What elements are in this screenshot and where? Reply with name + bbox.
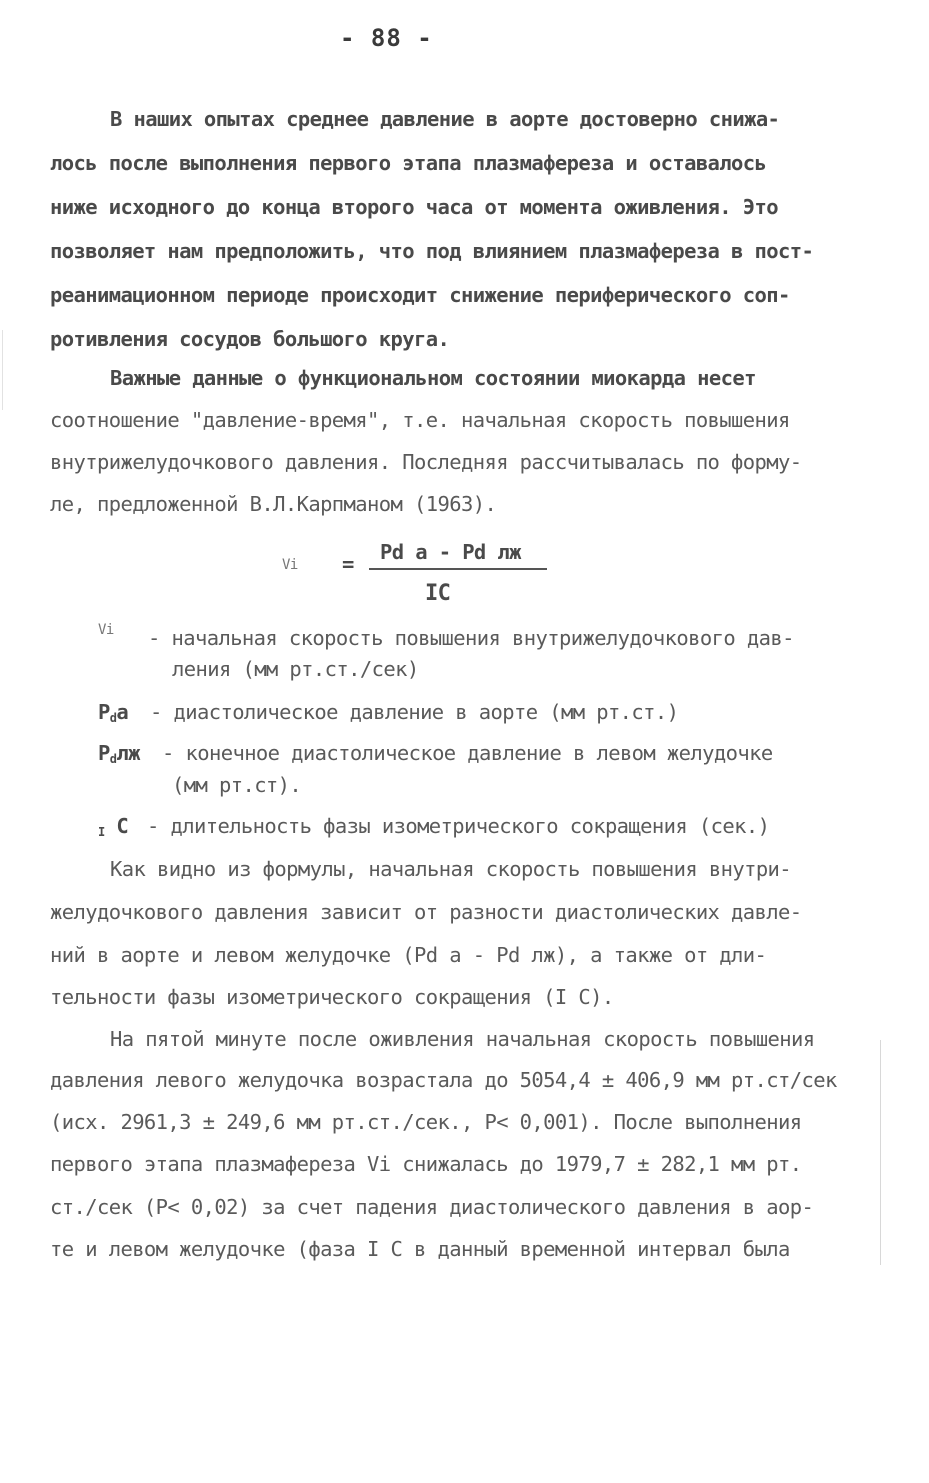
text-line: те и левом желудочке (фаза I C в данный временной интервал была xyxy=(50,1237,790,1261)
text-line: (исх. 2961,3 ± 249,6 мм рт.ст./сек., P< 0,001). После выполнения xyxy=(50,1110,802,1134)
page-number: - 88 - xyxy=(340,24,433,52)
text-line: ниже исходного до конца второго часа от момента оживления. Это xyxy=(50,195,779,219)
text-line: Важные данные о функциональном состоянии миокарда несет xyxy=(110,366,756,390)
scan-margin-mark xyxy=(2,330,3,410)
def-vi-symbol: Vi xyxy=(98,622,114,638)
text-line: реанимационном периоде происходит снижение периферического соп- xyxy=(50,283,790,307)
def-pda-symbol: $P_da$ xyxy=(98,700,129,725)
text-line: На пятой минуте после оживления начальная скорость повышения xyxy=(110,1027,815,1051)
def-ic-text: - длительность фазы изометрического сокращения (сек.) xyxy=(147,814,770,838)
def-pda-text: - диастолическое давление в аорте (мм рт.ст.) xyxy=(150,700,679,724)
formula-numerator: Pd a - Pd лж xyxy=(380,540,521,564)
text-line: Как видно из формулы, начальная скорость повышения внутри- xyxy=(110,857,792,881)
fraction-bar xyxy=(369,568,547,570)
scan-edge-line xyxy=(880,1040,881,1265)
text-line: В наших опытах среднее давление в аорте достоверно снижа- xyxy=(110,107,780,131)
def-vi-text: ления (мм рт.ст./сек) xyxy=(172,657,419,681)
formula-equals: = xyxy=(342,552,354,576)
def-pdl-text: - конечное диастолическое давление в левом желудочке xyxy=(162,741,773,765)
def-vi-text: - начальная скорость повышения внутрижелудочкового дав- xyxy=(148,626,794,650)
text-line: первого этапа плазмафереза Vi снижалась до 1979,7 ± 282,1 мм рт. xyxy=(50,1152,802,1176)
formula-lhs: Vi xyxy=(282,557,298,573)
text-line: лось после выполнения первого этапа плазмафереза и оставалось xyxy=(50,151,767,175)
text-line: ст./сек (P< 0,02) за счет падения диастолического давления в аор- xyxy=(50,1195,814,1219)
formula-denominator: IC xyxy=(425,581,451,606)
text-line: ний в аорте и левом желудочке (Pd a - Pd лж), а также от дли- xyxy=(50,943,767,967)
def-pdl-symbol: $P_dлж$ xyxy=(98,741,140,766)
text-line: желудочкового давления зависит от разности диастолических давле- xyxy=(50,900,802,924)
def-ic-symbol: $_I$ C xyxy=(98,814,129,839)
text-line: ле, предложенной В.Л.Карпманом (1963). xyxy=(50,492,497,516)
text-line: тельности фазы изометрического сокращения (I C). xyxy=(50,985,614,1009)
text-line: давления левого желудочка возрастала до 5054,4 ± 406,9 мм рт.ст/сек xyxy=(50,1068,837,1092)
text-line: позволяет нам предположить, что под влиянием плазмафереза в пост- xyxy=(50,239,814,263)
def-pdl-text: (мм рт.ст). xyxy=(172,773,302,797)
text-line: ротивления сосудов большого круга. xyxy=(50,327,450,351)
text-line: соотношение "давление-время", т.е. начальная скорость повышения xyxy=(50,408,790,432)
text-line: внутрижелудочкового давления. Последняя рассчитывалась по форму- xyxy=(50,450,802,474)
